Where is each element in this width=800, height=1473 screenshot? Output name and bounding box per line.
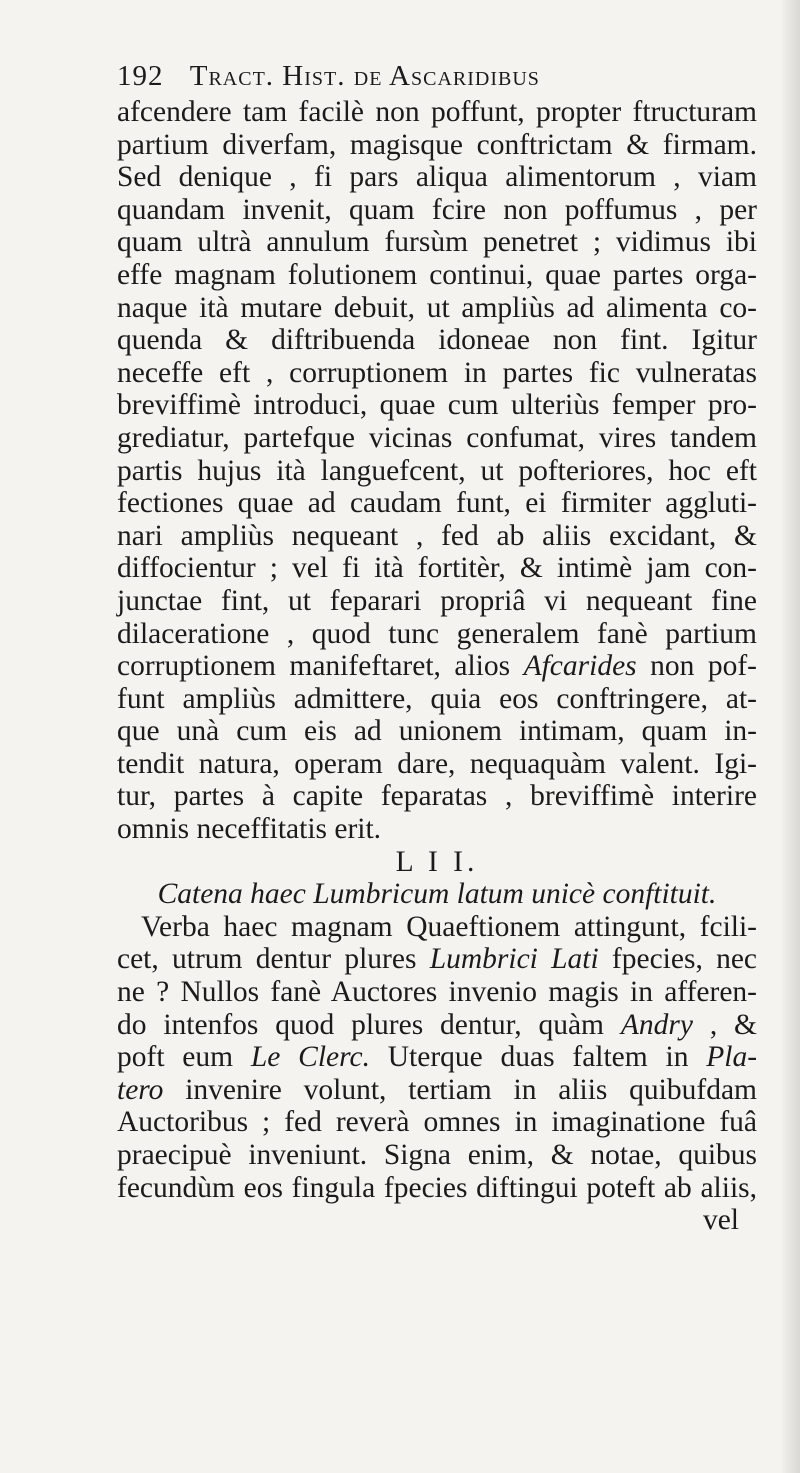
text-line: grediatur, partefque vicinas confumat, vires tandem (117, 421, 757, 454)
text-line: que unà cum eis ad unionem intimam, quam in- (117, 715, 757, 748)
text-line: Sed denique , fi pars aliqua alimentorum , viam (117, 161, 757, 194)
text-line (117, 1041, 757, 1074)
italic-term: Le Clerc. (250, 1041, 370, 1074)
text-segment: cet, utrum dentur plures (117, 943, 417, 976)
text-segment: invenire volunt, tertiam in aliis quibufdam (185, 1073, 757, 1106)
text-line (117, 943, 757, 976)
italic-term: tero (117, 1073, 164, 1106)
text-segment: poft eum (117, 1041, 234, 1074)
text-line: praecipuè inveniunt. Signa enim, & notae, quibus (117, 1139, 757, 1171)
text-line: quam ultrà annulum fursùm penetret ; vidimus ibi (117, 226, 757, 259)
text-line (117, 1074, 757, 1107)
body-text (117, 96, 757, 1237)
text-line: Verba haec magnam Quaeftionem attingunt, fcili- (141, 910, 757, 943)
text-line: fecundùm eos fingula fpecies diftingui poteft ab aliis, (117, 1171, 757, 1204)
text-line: dilaceratione , quod tunc generalem fanè partium (117, 617, 757, 650)
text-line: tendit natura, operam dare, nequaquàm valent. Igi- (117, 747, 757, 780)
text-segment: fpecies, nec (611, 943, 758, 976)
text-segment: do intenfos quod plures dentur, quàm (117, 1008, 605, 1041)
catchword: vel (702, 1204, 739, 1237)
text-line: ne ? Nullos fanè Auctores invenio magis in afferen- (117, 976, 757, 1009)
italic-term: Pla- (706, 1041, 758, 1074)
italic-term: Andry (620, 1008, 693, 1041)
text-line: omnis neceffitatis erit. (117, 813, 382, 846)
text-segment: non pof- (650, 650, 757, 683)
text-segment: Uterque duas faltem in (387, 1041, 689, 1074)
text-segment: , & (709, 1008, 758, 1041)
section-number: L I I. (395, 845, 479, 878)
text-line: junctae fint, ut feparari propriâ vi nequeant fine (117, 584, 757, 617)
text-line: fectiones quae ad caudam funt, ei firmiter aggluti- (117, 487, 757, 520)
text-line: quandam invenit, quam fcire non poffumus , per (117, 193, 757, 226)
text-line: partis hujus ità languefcent, ut pofteriores, hoc eft (117, 454, 757, 487)
text-line: naque ità mutare debuit, ut ampliùs ad alimenta co- (117, 291, 757, 324)
text-line: breviffimè introduci, quae cum ulteriùs femper pro- (117, 389, 757, 422)
text-line: Auctoribus ; fed reverà omnes in imaginatione fuâ (117, 1106, 757, 1139)
text-line: quenda & diftribuenda idoneae non fint. Igitur (117, 324, 757, 357)
page-number: 192 (117, 60, 164, 92)
text-line: nari ampliùs nequeant , fed ab aliis excidant, & (117, 519, 757, 552)
section-title: Catena haec Lumbricum latum unicè conftituit. (157, 878, 717, 911)
running-header (117, 60, 757, 100)
italic-term: Afcarides (523, 650, 637, 683)
text-line: diffocientur ; vel fi ità fortitèr, & intimè jam con- (117, 552, 757, 585)
page-gutter-shadow (782, 0, 800, 1473)
text-line: afcendere tam facilè non poffunt, propter ftructuram (117, 96, 757, 128)
running-title: Tract. Hist. de Ascaridibus (189, 60, 540, 92)
text-line: effe magnam folutionem continui, quae partes orga- (117, 258, 757, 291)
text-line (117, 650, 757, 683)
text-segment: corruptionem manifeftaret, alios (117, 650, 511, 683)
text-line: funt ampliùs admittere, quia eos conftringere, at- (117, 682, 757, 715)
text-line: neceffe eft , corruptionem in partes fic vulneratas (117, 356, 757, 389)
text-line: partium diverfam, magisque conftrictam & firmam. (117, 128, 757, 161)
text-line (117, 1009, 757, 1042)
text-line: tur, partes à capite feparatas , breviffimè interire (117, 780, 757, 813)
italic-term: Lumbrici Lati (429, 943, 599, 976)
